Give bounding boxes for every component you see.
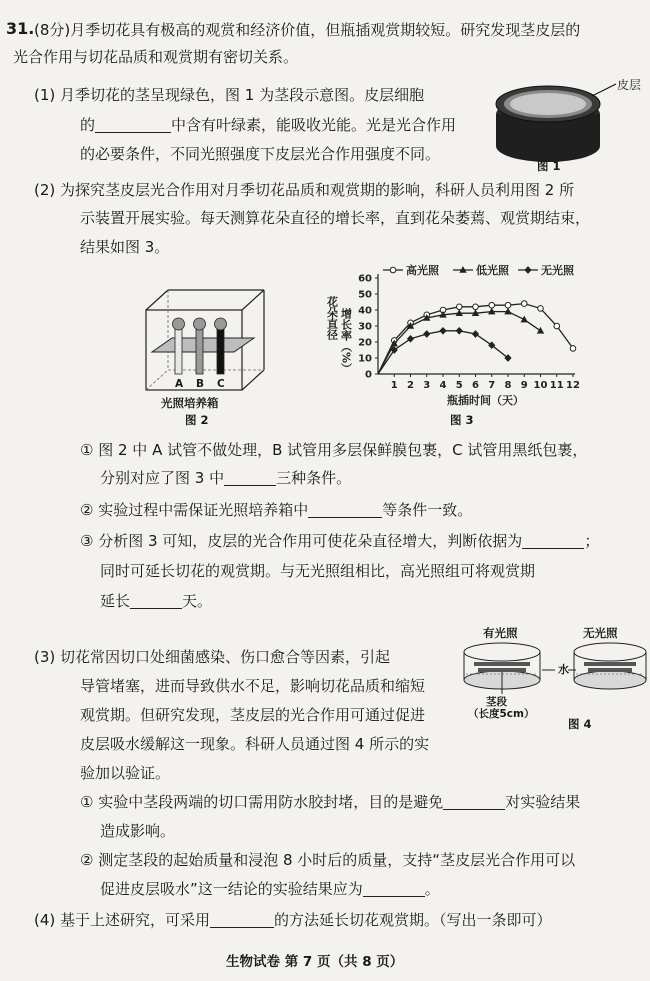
part2-q3-text-b: ；: [584, 532, 600, 550]
part2-q3-line1: [80, 530, 599, 552]
tube-b-label: B: [196, 378, 205, 390]
part4-text-b: 的方法延长切花观赏期。（写出一条即可）: [274, 911, 552, 929]
answer-blank-4[interactable]: [522, 533, 584, 549]
figure-4-left-label: 有光照: [483, 626, 518, 640]
y-tick-label: 60: [358, 273, 372, 285]
part3-text-2: 导管堵塞，进而导致供水不足，影响切花品质和缩短: [80, 677, 426, 695]
figure-3-line-chart: [318, 262, 588, 412]
part2-line1: [34, 179, 574, 201]
data-point-高光照: [489, 302, 495, 308]
answer-blank-8[interactable]: [210, 912, 274, 928]
data-point-高光照: [456, 304, 462, 310]
intro-text-2: 光合作用与切花品质和观赏期有密切关系。: [13, 48, 299, 66]
part2-q3-line3: [100, 590, 212, 612]
data-point-高光照: [521, 301, 527, 307]
part4-text-a: 基于上述研究，可采用: [60, 911, 211, 929]
part3-q2-line1: ② 测定茎段的起始质量和浸泡 8 小时后的质量，支持“茎皮层光合作用可以: [80, 851, 576, 869]
data-point-无光照: [472, 331, 478, 338]
question-points: (8分): [34, 21, 71, 39]
figure-4-right-dish: [574, 643, 646, 689]
part2-text-1: 为探究茎皮层光合作用对月季切花品质和观赏期的影响，科研人员利用图 2 所: [60, 181, 575, 199]
part4-label: (4): [34, 911, 56, 929]
figure-4-stem-label: 茎段: [486, 696, 507, 708]
y-tick-label: 20: [358, 337, 372, 349]
part3-text-3: 观赏期。但研究发现，茎皮层的光合作用可通过促进: [80, 706, 426, 724]
data-point-无光照: [440, 327, 446, 334]
part3-q2-text-b: 。: [424, 880, 440, 898]
data-point-高光照: [570, 346, 576, 352]
y-tick-label: 0: [365, 369, 372, 381]
figure-4-apparatus: [460, 640, 648, 702]
legend-label-无光照: 无光照: [541, 264, 574, 277]
data-point-高光照: [473, 304, 479, 310]
tube-c-label: C: [217, 378, 225, 390]
legend-marker-高光照: [390, 267, 396, 273]
part3-line1: [34, 646, 390, 668]
x-tick-label: 11: [549, 380, 564, 391]
part3-text-4: 皮层吸水缓解这一现象。科研人员通过图 4 所示的实: [80, 735, 430, 753]
x-axis-label: 瓶插时间（天）: [447, 394, 524, 407]
answer-blank-5[interactable]: [130, 593, 182, 609]
part3-q1-line1: [80, 791, 580, 813]
part1-text-2a: 的: [80, 116, 96, 134]
part2-text-2: 示装置开展实验。每天测算花朵直径的增长率，直到花朵萎蔫、观赏期结束，: [80, 209, 591, 227]
data-point-无光照: [424, 331, 430, 338]
part3-label: (3): [34, 648, 56, 666]
part3-text-1: 切花常因切口处细菌感染、伤口愈合等因素，引起: [60, 648, 391, 666]
series-line-低光照: [378, 312, 541, 374]
part3-q2-text-a: 促进皮层吸水”这一结论的实验结果应为: [100, 880, 363, 898]
part1-text-3: 的必要条件，不同光照强度下皮层光合作用强度不同。: [80, 145, 441, 163]
part2-q1-line2: [100, 467, 351, 489]
part1-text-2b: 中含有叶绿素，能吸收光能。光是光合作用: [171, 116, 457, 134]
answer-blank-3[interactable]: [308, 502, 382, 518]
part2-text-3: 结果如图 3。: [80, 238, 170, 256]
x-tick-label: 2: [407, 380, 414, 391]
x-tick-label: 10: [533, 380, 548, 391]
figure-1-pointer: [592, 84, 616, 96]
part2-q1-text-a: 分别对应了图 3 中: [100, 469, 225, 487]
part1-label: (1): [34, 86, 56, 104]
figure-4-water-label: 水: [558, 663, 569, 676]
data-point-低光照: [537, 328, 543, 334]
legend-label-高光照: 高光照: [406, 264, 439, 277]
figure-2-caption: 图 2: [185, 413, 209, 427]
part2-q2-line: [80, 499, 472, 521]
page-footer: 生物试卷 第 7 页（共 8 页）: [226, 954, 404, 970]
answer-blank-2[interactable]: [224, 470, 276, 486]
data-point-高光照: [505, 302, 511, 308]
x-tick-label: 1: [390, 380, 398, 391]
part2-q1-text-b: 三种条件。: [276, 469, 352, 487]
data-point-无光照: [407, 335, 413, 342]
part1-line2: [80, 114, 456, 136]
y-tick-label: 40: [358, 305, 372, 317]
y-axis-label-part1: 花朵直径: [325, 296, 339, 340]
data-point-高光照: [554, 323, 560, 329]
part4-line: [34, 909, 552, 931]
x-tick-label: 4: [439, 380, 447, 391]
part2-q2-text-b: 等条件一致。: [382, 501, 473, 519]
intro-text-1: 月季切花具有极高的观赏和经济价值，但瓶插观赏期较短。研究发现茎皮层的: [70, 21, 581, 39]
tube-a-label: A: [175, 378, 184, 390]
part2-q2-text-a: ② 实验过程中需保证光照培养箱中: [80, 501, 309, 519]
y-tick-label: 50: [358, 289, 372, 301]
x-tick-label: 7: [488, 380, 496, 391]
question-number: 31.: [6, 19, 35, 38]
data-point-无光照: [456, 327, 462, 334]
figure-4-caption: 图 4: [568, 717, 592, 731]
x-tick-label: 3: [423, 380, 431, 391]
figure-4-stem-length: （长度5cm）: [468, 708, 535, 720]
figure-1-caption: 图 1: [537, 159, 561, 173]
part2-label: (2): [34, 181, 56, 199]
legend-label-低光照: 低光照: [476, 264, 509, 277]
answer-blank-7[interactable]: [363, 881, 425, 897]
part3-q1-line2: 造成影响。: [100, 822, 176, 840]
part2-q1-line1: ① 图 2 中 A 试管不做处理，B 试管用多层保鲜膜包裹，C 试管用黑纸包裹，: [80, 441, 588, 459]
x-tick-label: 6: [472, 380, 479, 391]
part3-text-5: 验加以验证。: [80, 764, 171, 782]
part2-q3-text-d: 天。: [182, 592, 213, 610]
part3-q1-text-b: 对实验结果: [505, 793, 581, 811]
part1-line1: [34, 84, 424, 106]
figure-4-right-label: 无光照: [583, 626, 618, 640]
part2-q3-text-c: 延长: [100, 592, 131, 610]
part2-q3-line2: 同时可延长切花的观赏期。与无光照组相比，高光照组可将观赏期: [100, 562, 536, 580]
legend-marker-无光照: [525, 267, 531, 274]
question-intro-line1: [34, 19, 580, 41]
figure-2-apparatus: [142, 286, 272, 394]
x-tick-label: 9: [520, 380, 528, 391]
y-tick-label: 30: [358, 321, 372, 333]
x-tick-label: 8: [504, 380, 512, 391]
figure-1-label: 皮层: [617, 78, 642, 92]
answer-blank-1[interactable]: [95, 117, 171, 133]
x-tick-label: 5: [455, 380, 463, 391]
part3-q1-text-a: ① 实验中茎段两端的切口需用防水胶封堵，目的是避免: [80, 793, 444, 811]
part2-q3-text-a: ③ 分析图 3 可知，皮层的光合作用可使花朵直径增大，判断依据为: [80, 532, 523, 550]
data-point-高光照: [538, 306, 544, 312]
y-axis-label-part2: 增长率（%）: [339, 308, 353, 375]
figure-2-box-label: 光照培养箱: [161, 396, 219, 410]
y-tick-label: 10: [358, 353, 372, 365]
part1-text-1: 月季切花的茎呈现绿色，图 1 为茎段示意图。皮层细胞: [60, 86, 425, 104]
x-tick-label: 12: [566, 380, 580, 391]
part3-q2-line2: [100, 878, 440, 900]
answer-blank-6[interactable]: [443, 794, 505, 810]
figure-3-caption: 图 3: [450, 413, 474, 427]
